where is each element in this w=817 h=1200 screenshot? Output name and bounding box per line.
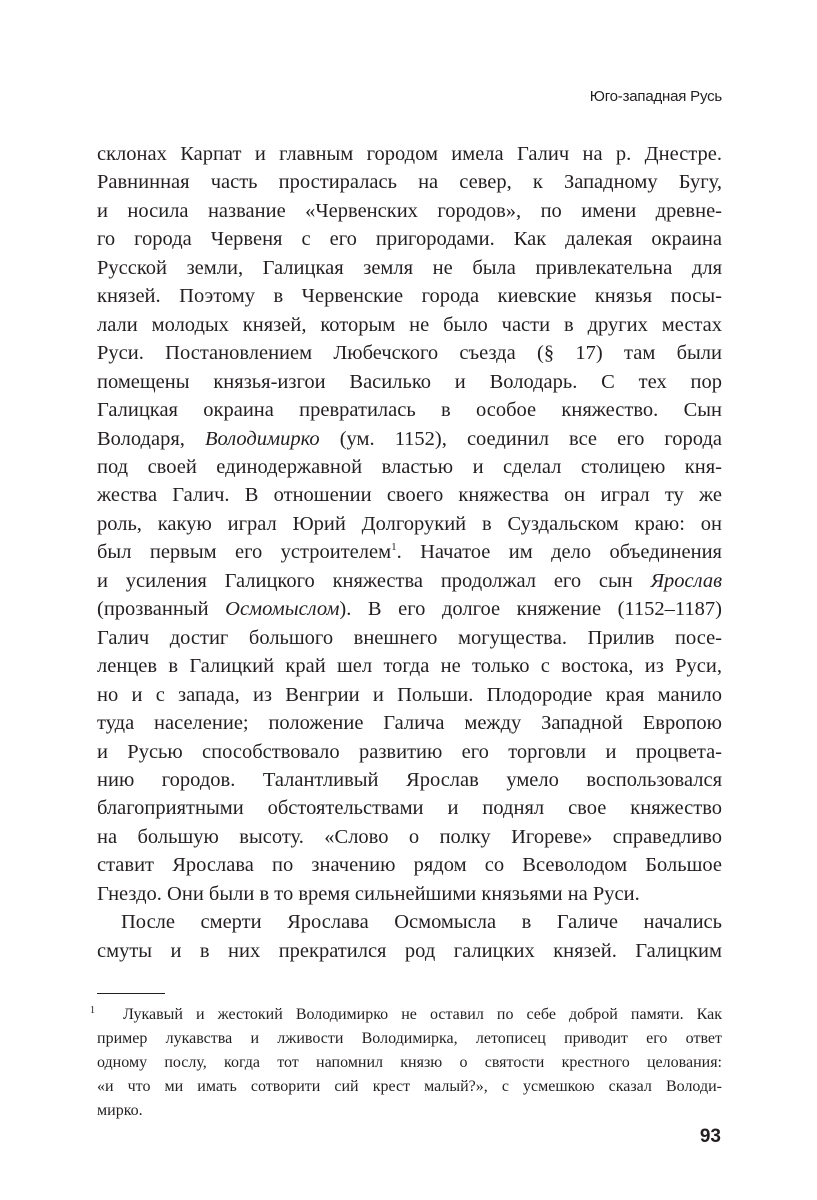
text-segment: туда население; положение Галича между Западной Европою xyxy=(97,712,722,735)
text-line xyxy=(97,709,722,737)
text-segment: После смерти Ярослава Осмомысла в Галиче начались xyxy=(121,911,722,934)
text-segment: лали молодых князей, которым не было части в других местах xyxy=(97,313,722,336)
text-segment: склонах Карпат и главным городом имела Галич на р. Днестре. xyxy=(97,143,722,165)
text-line xyxy=(97,908,722,936)
text-segment: . Начатое им дело объединения xyxy=(396,541,722,564)
text-segment: Володаря, xyxy=(97,427,205,450)
footnote-text: мирко. xyxy=(97,1102,143,1119)
footnote-text: «и что ми имать сотворити сий крест малый?», с усмешкою сказал Володи- xyxy=(97,1078,722,1095)
text-line xyxy=(97,538,722,566)
text-line xyxy=(97,595,722,623)
text-segment: (ум. 1152), соединил все его города xyxy=(319,427,722,450)
text-segment: роль, какую играл Юрий Долгорукий в Суздальском краю: он xyxy=(97,512,722,535)
text-segment: и Русью способствовало развитию его торговли и процвета- xyxy=(97,740,722,763)
text-segment: благоприятными обстоятельствами и поднял свое княжество xyxy=(97,797,722,820)
footnote-rule xyxy=(97,993,165,994)
text-line xyxy=(97,368,722,396)
text-line xyxy=(97,339,722,367)
text-line xyxy=(97,794,722,822)
text-line xyxy=(97,823,722,851)
text-line xyxy=(97,254,722,282)
text-segment: смуты и в них прекратился род галицких князей. Галицким xyxy=(97,939,722,962)
text-line xyxy=(97,851,722,879)
text-line xyxy=(97,880,722,908)
text-line xyxy=(97,140,722,168)
text-line xyxy=(97,766,722,794)
text-segment: помещены князья-изгои Василько и Володарь. С тех пор xyxy=(97,370,722,393)
footnote-line xyxy=(97,1099,722,1123)
text-line xyxy=(97,510,722,538)
text-segment: Гнездо. Они были в то время сильнейшими князьями на Руси. xyxy=(97,882,640,905)
text-segment: ставит Ярослава по значению рядом со Всеволодом Большое xyxy=(97,854,722,877)
italic-text: Осмомыслом xyxy=(225,598,340,621)
text-line xyxy=(97,937,722,965)
text-segment: Равнинная часть простиралась на север, к Западному Бугу, xyxy=(97,171,722,194)
text-line xyxy=(97,481,722,509)
footnote-line xyxy=(97,1075,722,1099)
footnote-ref: 1 xyxy=(391,541,397,554)
text-segment: но и с запада, из Венгрии и Польши. Плодородие края манило xyxy=(97,683,722,706)
italic-text: Володимирко xyxy=(204,427,320,450)
text-segment: и носила название «Червенских городов», по имени древне- xyxy=(97,199,722,222)
text-segment: Руси. Постановлением Любечского съезда (§ 17) там были xyxy=(97,342,722,365)
page-number: 93 xyxy=(699,1126,721,1147)
text-segment: Галицкая окраина превратилась в особое княжество. Сын xyxy=(97,399,722,422)
text-segment: ). В его долгое княжение (1152–1187) xyxy=(339,598,722,621)
text-segment: Галич достиг большого внешнего могущества. Прилив посе- xyxy=(97,626,722,649)
text-line xyxy=(97,624,722,652)
text-line xyxy=(97,425,722,453)
text-segment: князей. Поэтому в Червенские города киевские князья посы- xyxy=(97,285,722,308)
text-segment: нию городов. Талантливый Ярослав умело воспользовался xyxy=(97,768,722,791)
text-segment: го города Червеня с его пригородами. Как далекая окраина xyxy=(97,228,722,251)
text-segment: был первым его устроителем xyxy=(97,541,392,564)
text-segment: ленцев в Галицкий край шел тогда не только с востока, из Руси, xyxy=(97,655,722,678)
text-segment: Русской земли, Галицкая земля не была привлекательна для xyxy=(97,256,722,279)
footnotes xyxy=(90,1003,722,1123)
italic-text: Ярослав xyxy=(650,569,722,592)
text-segment: и усиления Галицкого княжества продолжал его сын xyxy=(97,569,651,592)
text-segment: (прозванный xyxy=(97,598,226,621)
text-line xyxy=(97,681,722,709)
text-line xyxy=(97,225,722,253)
footnote-text: пример лукавства и лживости Володимирка, летописец приводит его ответ xyxy=(97,1030,722,1047)
text-line xyxy=(97,168,722,196)
body-text xyxy=(97,140,722,965)
text-line xyxy=(97,567,722,595)
text-segment: на большую высоту. «Слово о полку Игореве» справедливо xyxy=(97,825,722,848)
text-line xyxy=(97,282,722,310)
text-line xyxy=(97,197,722,225)
text-line xyxy=(97,311,722,339)
running-head: Юго-западная Русь xyxy=(589,88,722,105)
text-line xyxy=(97,396,722,424)
footnote-text: Лукавый и жестокий Володимирко не оставил по себе доброй памяти. Как xyxy=(123,1006,722,1023)
text-line xyxy=(97,652,722,680)
text-segment: под своей единодержавной властью и сделал столицею кня- xyxy=(97,455,722,478)
text-line xyxy=(97,738,722,766)
footnote-line xyxy=(97,1051,722,1075)
footnote-line xyxy=(97,1027,722,1051)
footnote-line xyxy=(90,1003,722,1027)
text-segment: жества Галич. В отношении своего княжества он играл ту же xyxy=(97,484,722,507)
footnote-marker: 1 xyxy=(90,1005,95,1016)
text-line xyxy=(97,453,722,481)
footnote-text: одному послу, когда тот напомнил князю о святости крестного целования: xyxy=(97,1054,722,1071)
